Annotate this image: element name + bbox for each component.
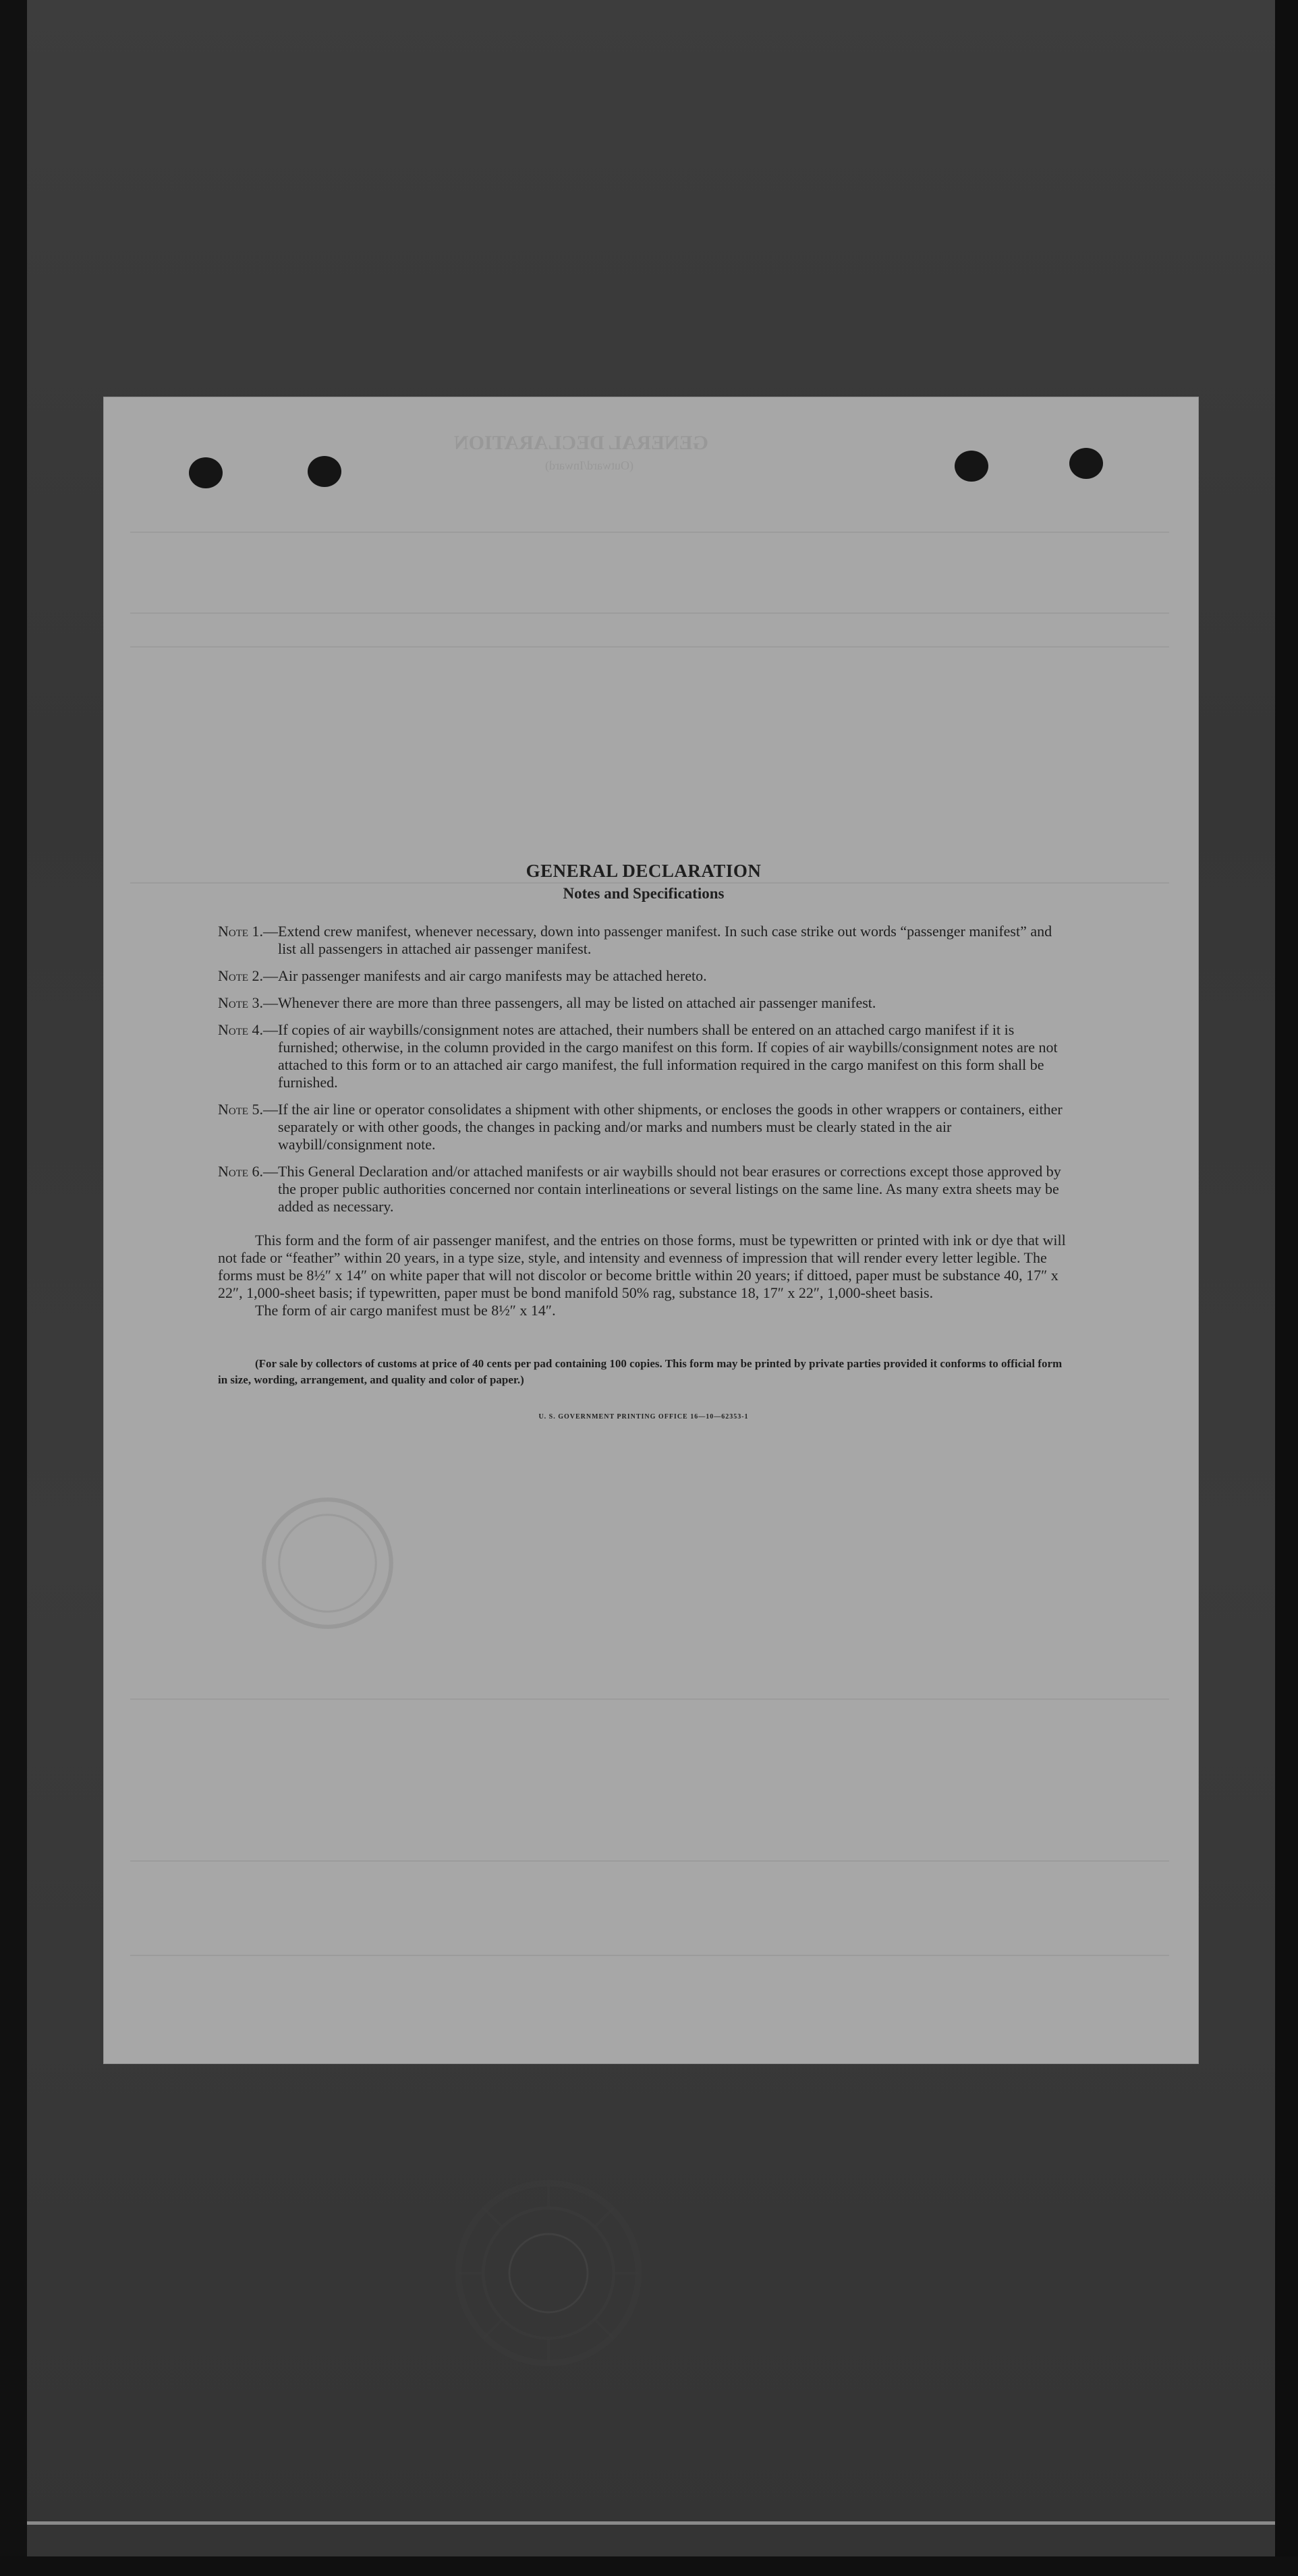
note-text: If copies of air waybills/consignment notes are attached, their numbers shall be entered on an attached cargo manifest if it is furnished; otherwise, in the column provided in the cargo manifest on this form. If copies of air waybills/consignment notes are not attached to this form or to an attached air cargo manifest, the full information required in the cargo manifest on this form shall be furnished. bbox=[278, 1021, 1058, 1091]
note-text: Extend crew manifest, whenever necessary, down into passenger manifest. In such case strike out words “passenger manifest” and list all passengers in attached air passenger manifest. bbox=[278, 923, 1052, 957]
page-subtitle: Notes and Specifications bbox=[563, 885, 725, 902]
scanner-left-edge bbox=[0, 0, 27, 2576]
note-text: Air passenger manifests and air cargo manifests may be attached hereto. bbox=[278, 967, 707, 984]
punch-hole bbox=[955, 451, 988, 482]
note-label: Note 3.— bbox=[218, 994, 279, 1011]
page-title: GENERAL DECLARATION bbox=[526, 861, 762, 881]
cargo-manifest-size-note: The form of air cargo manifest must be 8½″ x 14″. bbox=[255, 1302, 556, 1319]
note-label: Note 1.— bbox=[218, 923, 279, 940]
note-text: Whenever there are more than three passengers, all may be listed on attached air passenger manifest. bbox=[278, 994, 876, 1011]
bleed-through-header: GENERAL DECLARATION bbox=[454, 432, 709, 454]
note-label: Note 6.— bbox=[218, 1163, 279, 1180]
seal-impression bbox=[258, 1494, 397, 1632]
note-label: Note 4.— bbox=[218, 1021, 279, 1038]
note-label: Note 5.— bbox=[218, 1101, 279, 1118]
note-item bbox=[218, 1021, 1069, 1091]
specification-paragraph: This form and the form of air passenger manifest, and the entries on those forms, must be typewritten or printed with ink or dye that will not fade or “feather” within 20 years, in a type size, style, and intensity and evenness of impression that will render every letter legible. The forms must be 8½″ x 14″ on white paper that will not discolor or become brittle within 20 years; if dittoed, paper must be substance 40, 17″ x 22″, 1,000-sheet basis; if typewritten, paper must be bond manifold 50% rag, substance 18, 17″ x 22″, 1,000-sheet basis. bbox=[218, 1232, 1066, 1301]
note-item bbox=[218, 994, 1069, 1012]
note-text: If the air line or operator consolidates a shipment with other shipments, or encloses the goods in other wrappers or containers, either separately or with other goods, the changes in packing and/or marks and numbers must be clearly stated in the air waybill/consignment note. bbox=[278, 1101, 1063, 1153]
bleed-rule bbox=[130, 1860, 1169, 1862]
punch-hole bbox=[1069, 448, 1103, 479]
note-item bbox=[218, 1163, 1069, 1215]
scanner-rule-line bbox=[27, 2521, 1275, 2525]
bleed-through-subheader: (Outward/Inward) bbox=[545, 459, 633, 472]
bleed-rule bbox=[130, 1698, 1169, 1700]
punch-hole bbox=[189, 457, 223, 488]
date-stamp bbox=[451, 2175, 646, 2371]
note-text: This General Declaration and/or attached manifests or air waybills should not bear erasures or corrections except those approved by the proper public authorities concerned nor contain interlineations or several listings on the same line. As many extra sheets may be added as necessary. bbox=[278, 1163, 1061, 1215]
punch-hole bbox=[308, 456, 341, 487]
document-page bbox=[103, 397, 1199, 2064]
note-label: Note 2.— bbox=[218, 967, 279, 984]
bleed-rule bbox=[130, 646, 1169, 648]
note-item bbox=[218, 923, 1069, 958]
sale-note: (For sale by collectors of customs at price of 40 cents per pad containing 100 copies. This form may be printed by private parties provided it conforms to official form in size, wording, arrangement, and quality and color of paper.) bbox=[218, 1357, 1063, 1386]
notes-section bbox=[218, 862, 1069, 1426]
scanner-right-edge bbox=[1275, 0, 1298, 2576]
note-item bbox=[218, 967, 1069, 985]
scanner-bottom-edge bbox=[0, 2556, 1298, 2576]
printer-imprint: U. S. GOVERNMENT PRINTING OFFICE 16—10—62353-1 bbox=[538, 1413, 749, 1421]
bleed-rule bbox=[130, 532, 1169, 533]
bleed-rule bbox=[130, 1955, 1169, 1956]
note-item bbox=[218, 1101, 1069, 1153]
bleed-rule bbox=[130, 612, 1169, 614]
